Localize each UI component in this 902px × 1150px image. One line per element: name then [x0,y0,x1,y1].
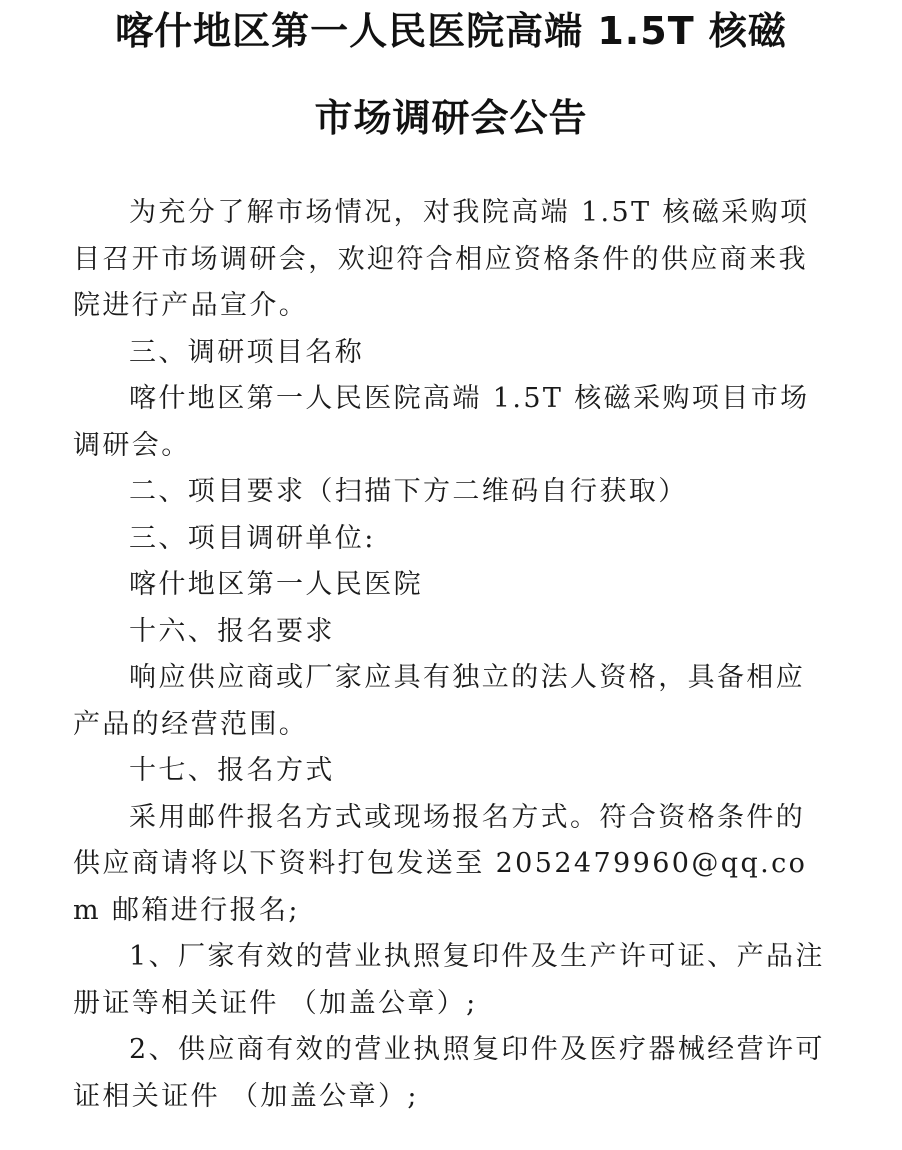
list-item-manufacturer-docs: 1、厂家有效的营业执照复印件及生产许可证、产品注册证等相关证件 （加盖公章）; [73,941,825,1019]
paragraph-research-unit: 喀什地区第一人民医院 [129,569,423,600]
paragraph-intro: 为充分了解市场情况，对我院高端 1.5T 核磁采购项目召开市场调研会，欢迎符合相应资格条件的供应商来我院进行产品宣介。 [73,197,810,321]
document-body [73,190,833,1120]
list-item-supplier-docs: 2、供应商有效的营业执照复印件及医疗器械经营许可证相关证件 （加盖公章）; [73,1034,825,1112]
heading-research-unit: 三、项目调研单位: [129,522,376,554]
heading-registration-requirements: 十六、报名要求 [129,615,335,647]
paragraph-registration-requirements: 响应供应商或厂家应具有独立的法人资格，具备相应产品的经营范围。 [73,662,806,740]
paragraph-project-name: 喀什地区第一人民医院高端 1.5T 核磁采购项目市场调研会。 [73,383,810,461]
heading-registration-method: 十七、报名方式 [129,755,335,786]
heading-project-requirements: 二、项目要求（扫描下方二维码自行获取） [129,476,688,507]
document-title-line-2: 市场调研会公告 [314,96,588,140]
heading-project-name: 三、调研项目名称 [129,336,365,368]
document-title-line-1: 喀什地区第一人民医院高端 1.5T 核磁 [115,9,787,53]
paragraph-registration-method: 采用邮件报名方式或现场报名方式。符合资格条件的供应商请将以下资料打包发送至 2052479960@qq.com 邮箱进行报名; [73,801,808,926]
